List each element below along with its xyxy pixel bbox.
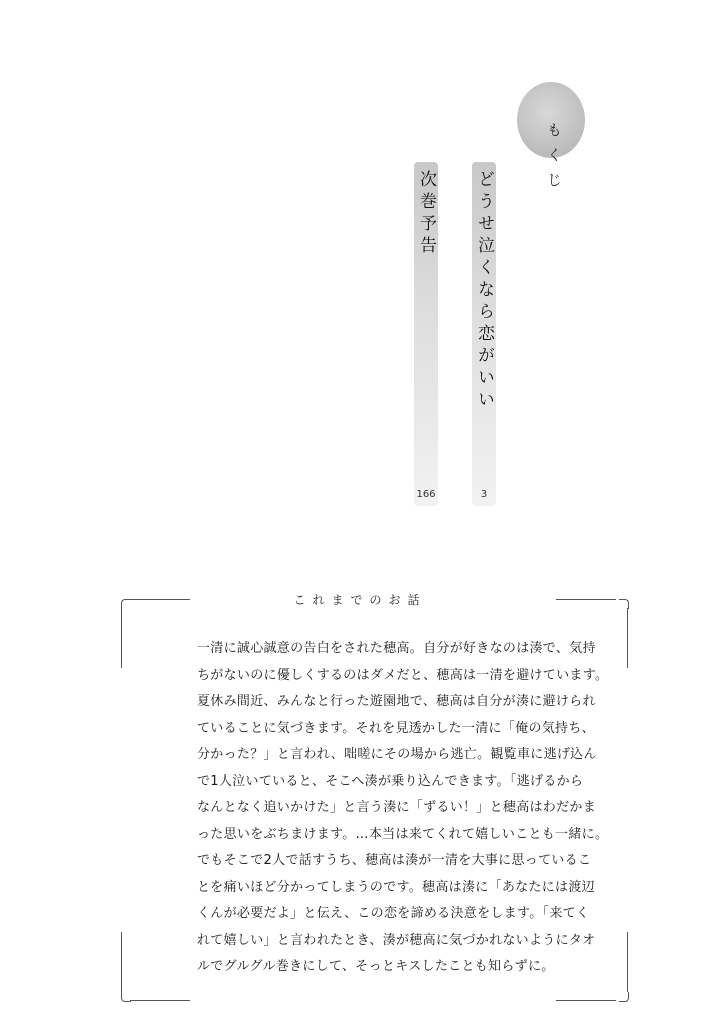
story-line: で1人泣いていると、そこへ湊が乗り込んできます。「逃げるから bbox=[197, 773, 584, 789]
story-line: ちがないのに優しくするのはダメだと、穂高は一清を避けています。 bbox=[197, 667, 609, 683]
frame-divider bbox=[627, 608, 628, 668]
story-line: くんが必要だよ」と伝え、この恋を諦める決意をします。「来てく bbox=[197, 906, 590, 921]
story-line: 分かった？」と言われ、咄嗟にその場から逃亡。観覧車に逃げ込ん bbox=[197, 747, 597, 762]
story-line: 夏休み間近、みんなと行った遊園地で、穂高は自分が湊に避けられ bbox=[197, 694, 596, 709]
story-so-far-heading: これまでのお話 bbox=[293, 593, 427, 607]
story-line: ルでグルグル巻きにして、そっとキスしたことも知らずに。 bbox=[197, 959, 555, 974]
story-line: った思いをぶちまけます。…本当は来てくれて嬉しいことも一緒に。 bbox=[197, 826, 609, 842]
frame-divider bbox=[556, 599, 616, 600]
story-line: なんとなく追いかけた」と言う湊に「ずるい！」と穂高はわだかま bbox=[197, 800, 597, 815]
frame-divider bbox=[556, 1000, 616, 1001]
toc-entry-next-volume-preview[interactable] bbox=[414, 162, 438, 506]
toc-entry-main-story[interactable] bbox=[472, 162, 496, 506]
toc-entry-page-number: 3 bbox=[480, 489, 488, 500]
story-line: ていることに気づきます。それを見透かした一清に「俺の気持ち、 bbox=[197, 720, 595, 736]
frame-corner bbox=[121, 599, 131, 609]
frame-divider bbox=[130, 1000, 190, 1001]
story-so-far-body bbox=[197, 632, 609, 977]
toc-entry-title: どうせ泣くなら恋がいい bbox=[474, 170, 494, 412]
toc-entry-page-number: 166 bbox=[416, 489, 436, 500]
story-line: でもそこで2人で話すうち、穂高は湊が一清を大事に思っているこ bbox=[197, 853, 592, 868]
toc-entry-title: 次巻予告 bbox=[416, 170, 436, 258]
story-line: れて嬉しい」と言われたとき、湊が穂高に気づかれないようにタオ bbox=[197, 932, 596, 948]
story-line: 一清に誠心誠意の告白をされた穂高。自分が好きなのは湊で、気持 bbox=[197, 641, 596, 656]
frame-divider bbox=[627, 932, 628, 992]
frame-corner bbox=[619, 599, 629, 609]
frame-divider bbox=[130, 599, 190, 600]
frame-corner bbox=[121, 992, 131, 1002]
frame-divider bbox=[121, 608, 122, 668]
frame-divider bbox=[121, 932, 122, 992]
frame-corner bbox=[619, 992, 629, 1002]
story-line: とを痛いほど分かってしまうのです。穂高は湊に「あなたには渡辺 bbox=[197, 879, 595, 895]
toc-heading: もくじ bbox=[545, 122, 563, 197]
